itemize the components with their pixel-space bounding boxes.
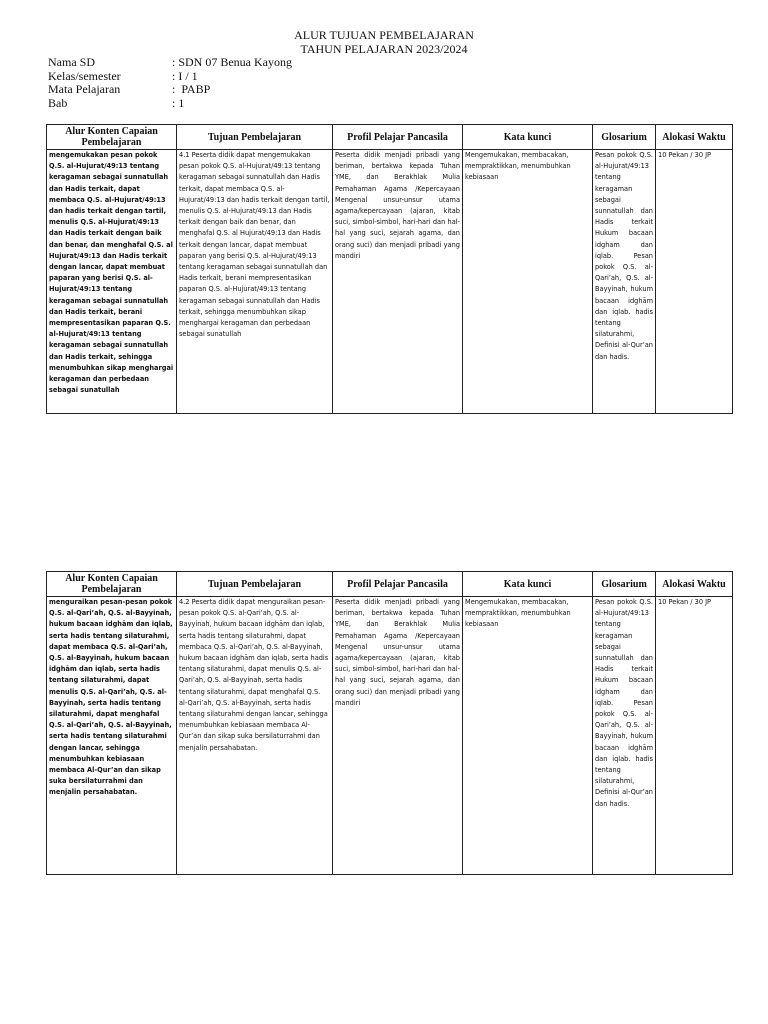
cell-alokasi-waktu: 10 Pekan / 30 JP [656,150,733,414]
table-row [47,597,733,875]
meta-row-mata-pelajaran [48,83,292,97]
meta-value: : PABP [172,82,211,96]
meta-row-kelas-semester [48,70,292,84]
header-glosarium: Glosarium [593,125,656,150]
cell-tujuan: 4.1 Peserta didik dapat mengemukakan pesan pokok Q.S. al-Hujurat/49:13 tentang keragaman sebagai sunnatullah dan Hadis terkait, dapat membaca Q.S. al-Hujurat/49:13 dan hadis terkait dengan tartil, menulis Q.S. al-Hujurat/49:13 dan Hadis terkait dengan baik dan benar, dan menghafal Q.S. al Hujurat/49:13 dan Hadis terkait dengan lancar, dapat membuat paparan yang berisi Q.S. al-Hujurat/49:13 tentang keragaman sebagai sunnatullah dan Hadis terkait, berani mempresentasikan paparan Q.S. al-Hujurat/49:13 tentang keragaman sebagai sunnatullah dan Hadis terkait, sehingga menumbuhkan sikap menghargai keragaman dan perbedaan sebagai sunatullah [177,150,333,414]
table-row [47,150,733,414]
header-profil: Profil Pelajar Pancasila [333,125,463,150]
document-subtitle: TAHUN PELAJARAN 2023/2024 [300,42,468,56]
cell-profil: Peserta didik menjadi pribadi yang beriman, bertakwa kepada Tuhan YME, dan Berakhlak Mulia Pemahaman Agama /Kepercayaan Mengenal unsur-unsur utama agama/kepercayaan (ajaran, kitab suci, simbol-simbol, hari-hari dan hal-hal yang suci, sejarah agama, dan orang suci) dan menjadi pribadi yang mandiri [333,150,463,414]
cell-glosarium: Pesan pokok Q.S. al-Hujurat/49:13 tentang keragaman sebagai sunnatullah dan Hadis terkait Hukum bacaan idgham dan iqlab. Pesan pokok Q.S. al-Qari’ah, Q.S. al-Bayyinah, hukum bacaan idghām dan iqlab. hadis tentang silaturahmi, Definisi al-Qur’an dan hadis. [593,150,656,414]
header-kata-kunci: Kata kunci [463,125,593,150]
table-header-row [47,572,733,597]
document-title: ALUR TUJUAN PEMBELAJARAN [294,28,474,42]
cell-alur-konten: menguraikan pesan-pesan pokok Q.S. al-Qari’ah, Q.S. al-Bayyinah, hukum bacaan idghām dan iqlab, serta hadis tentang silaturahmi, dapat membaca Q.S. al-Qari’ah, Q.S. al-Bayyinah, hukum bacaan idghām dan iqlab, serta hadis tentang silaturahmi, dapat menulis Q.S. al-Qari’ah, Q.S. al-Bayyinah, serta hadis tentang silaturahmi, dapat menghafal Q.S. al-Qari’ah, Q.S. al-Bayyinah, serta hadis tentang silaturahmi dengan lancar, sehingga menumbuhkan kebiasaan membaca Al-Qur’an dan sikap suka bersilaturrahmi dan menjalin persahabatan. [47,597,177,875]
table-header-row [47,125,733,150]
header-kata-kunci: Kata kunci [463,572,593,597]
header-alur-konten: Alur Konten Capaian Pembelajaran [47,572,177,597]
alur-table-1 [46,124,733,414]
document-meta [48,56,292,110]
cell-alokasi-waktu: 10 Pekan / 30 JP [656,597,733,875]
header-tujuan: Tujuan Pembelajaran [177,125,333,150]
meta-value: : I / 1 [172,68,198,83]
cell-glosarium: Pesan pokok Q.S. al-Hujurat/49:13 tentang keragaman sebagai sunnatullah dan Hadis terkait Hukum bacaan idgham dan iqlab. Pesan pokok Q.S. al-Qari’ah, Q.S. al-Bayyinah, hukum bacaan idghām dan iqlab. hadis tentang silaturahmi, Definisi al-Qur’an dan hadis. [593,597,656,875]
header-alokasi-waktu: Alokasi Waktu [656,125,733,150]
cell-kata-kunci: Mengemukakan, membacakan, mempraktikkan, menumbuhkan kebiasaan [463,150,593,414]
header-tujuan: Tujuan Pembelajaran [177,572,333,597]
cell-kata-kunci: Mengemukakan, membacakan, mempraktikkan, menumbuhkan kebiasaan [463,597,593,875]
meta-row-bab [48,97,292,111]
cell-tujuan: 4.2 Peserta didik dapat menguraikan pesan-pesan pokok Q.S. al-Qari’ah, Q.S. al-Bayyinah, hukum bacaan idghām dan iqlab, serta hadis tentang silaturahmi, dapat membaca Q.S. al-Qari’ah, Q.S. al-Bayyinah, hukum bacaan idghām dan iqlab, serta hadis tentang silaturahmi, dapat menulis Q.S. al-Qari’ah, Q.S. al-Bayyinah, serta hadis tentang silaturahmi, dapat menghafal Q.S. al-Qari’ah, Q.S. al-Bayyinah, serta hadis tentang silaturahmi dengan lancar, sehingga menumbuhkan kebiasaan membaca Al-Qur’an dan sikap suka bersilaturrahmi dan menjalin persahabatan. [177,597,333,875]
cell-profil: Peserta didik menjadi pribadi yang beriman, bertakwa kepada Tuhan YME, dan Berakhlak Mulia Pemahaman Agama /Kepercayaan Mengenal unsur-unsur utama agama/kepercayaan (ajaran, kitab suci, simbol-simbol, hari-hari dan hal-hal yang suci, sejarah agama, dan orang suci) dan menjadi pribadi yang mandiri [333,597,463,875]
meta-value: : 1 [172,95,185,110]
header-glosarium: Glosarium [593,572,656,597]
header-alokasi-waktu: Alokasi Waktu [656,572,733,597]
meta-label: Kelas/semester [48,68,121,83]
header-alur-konten: Alur Konten Capaian Pembelajaran [47,125,177,150]
meta-label: Bab [48,95,68,110]
meta-value: : SDN 07 Benua Kayong [172,55,292,69]
meta-label: Nama SD [48,55,95,69]
meta-row-nama-sd [48,56,292,70]
cell-alur-konten: mengemukakan pesan pokok Q.S. al-Hujurat/49:13 tentang keragaman sebagai sunnatullah dan Hadis terkait, dapat membaca Q.S. al-Hujurat/49:13 dan hadis terkait dengan tartil, menulis Q.S. al-Hujurat/49:13 dan Hadis terkait dengan baik dan benar, dan menghafal Q.S. al Hujurat/49:13 dan Hadis terkait dengan lancar, dapat membuat paparan yang berisi Q.S. al-Hujurat/49:13 tentang keragaman sebagai sunnatullah dan Hadis terkait, berani mempresentasikan paparan Q.S. al-Hujurat/49:13 tentang keragaman sebagai sunnatullah dan Hadis terkait, sehingga menumbuhkan sikap menghargai keragaman dan perbedaan sebagai sunatullah [47,150,177,414]
header-profil: Profil Pelajar Pancasila [333,572,463,597]
alur-table-2 [46,571,733,875]
meta-label: Mata Pelajaran [48,82,121,96]
